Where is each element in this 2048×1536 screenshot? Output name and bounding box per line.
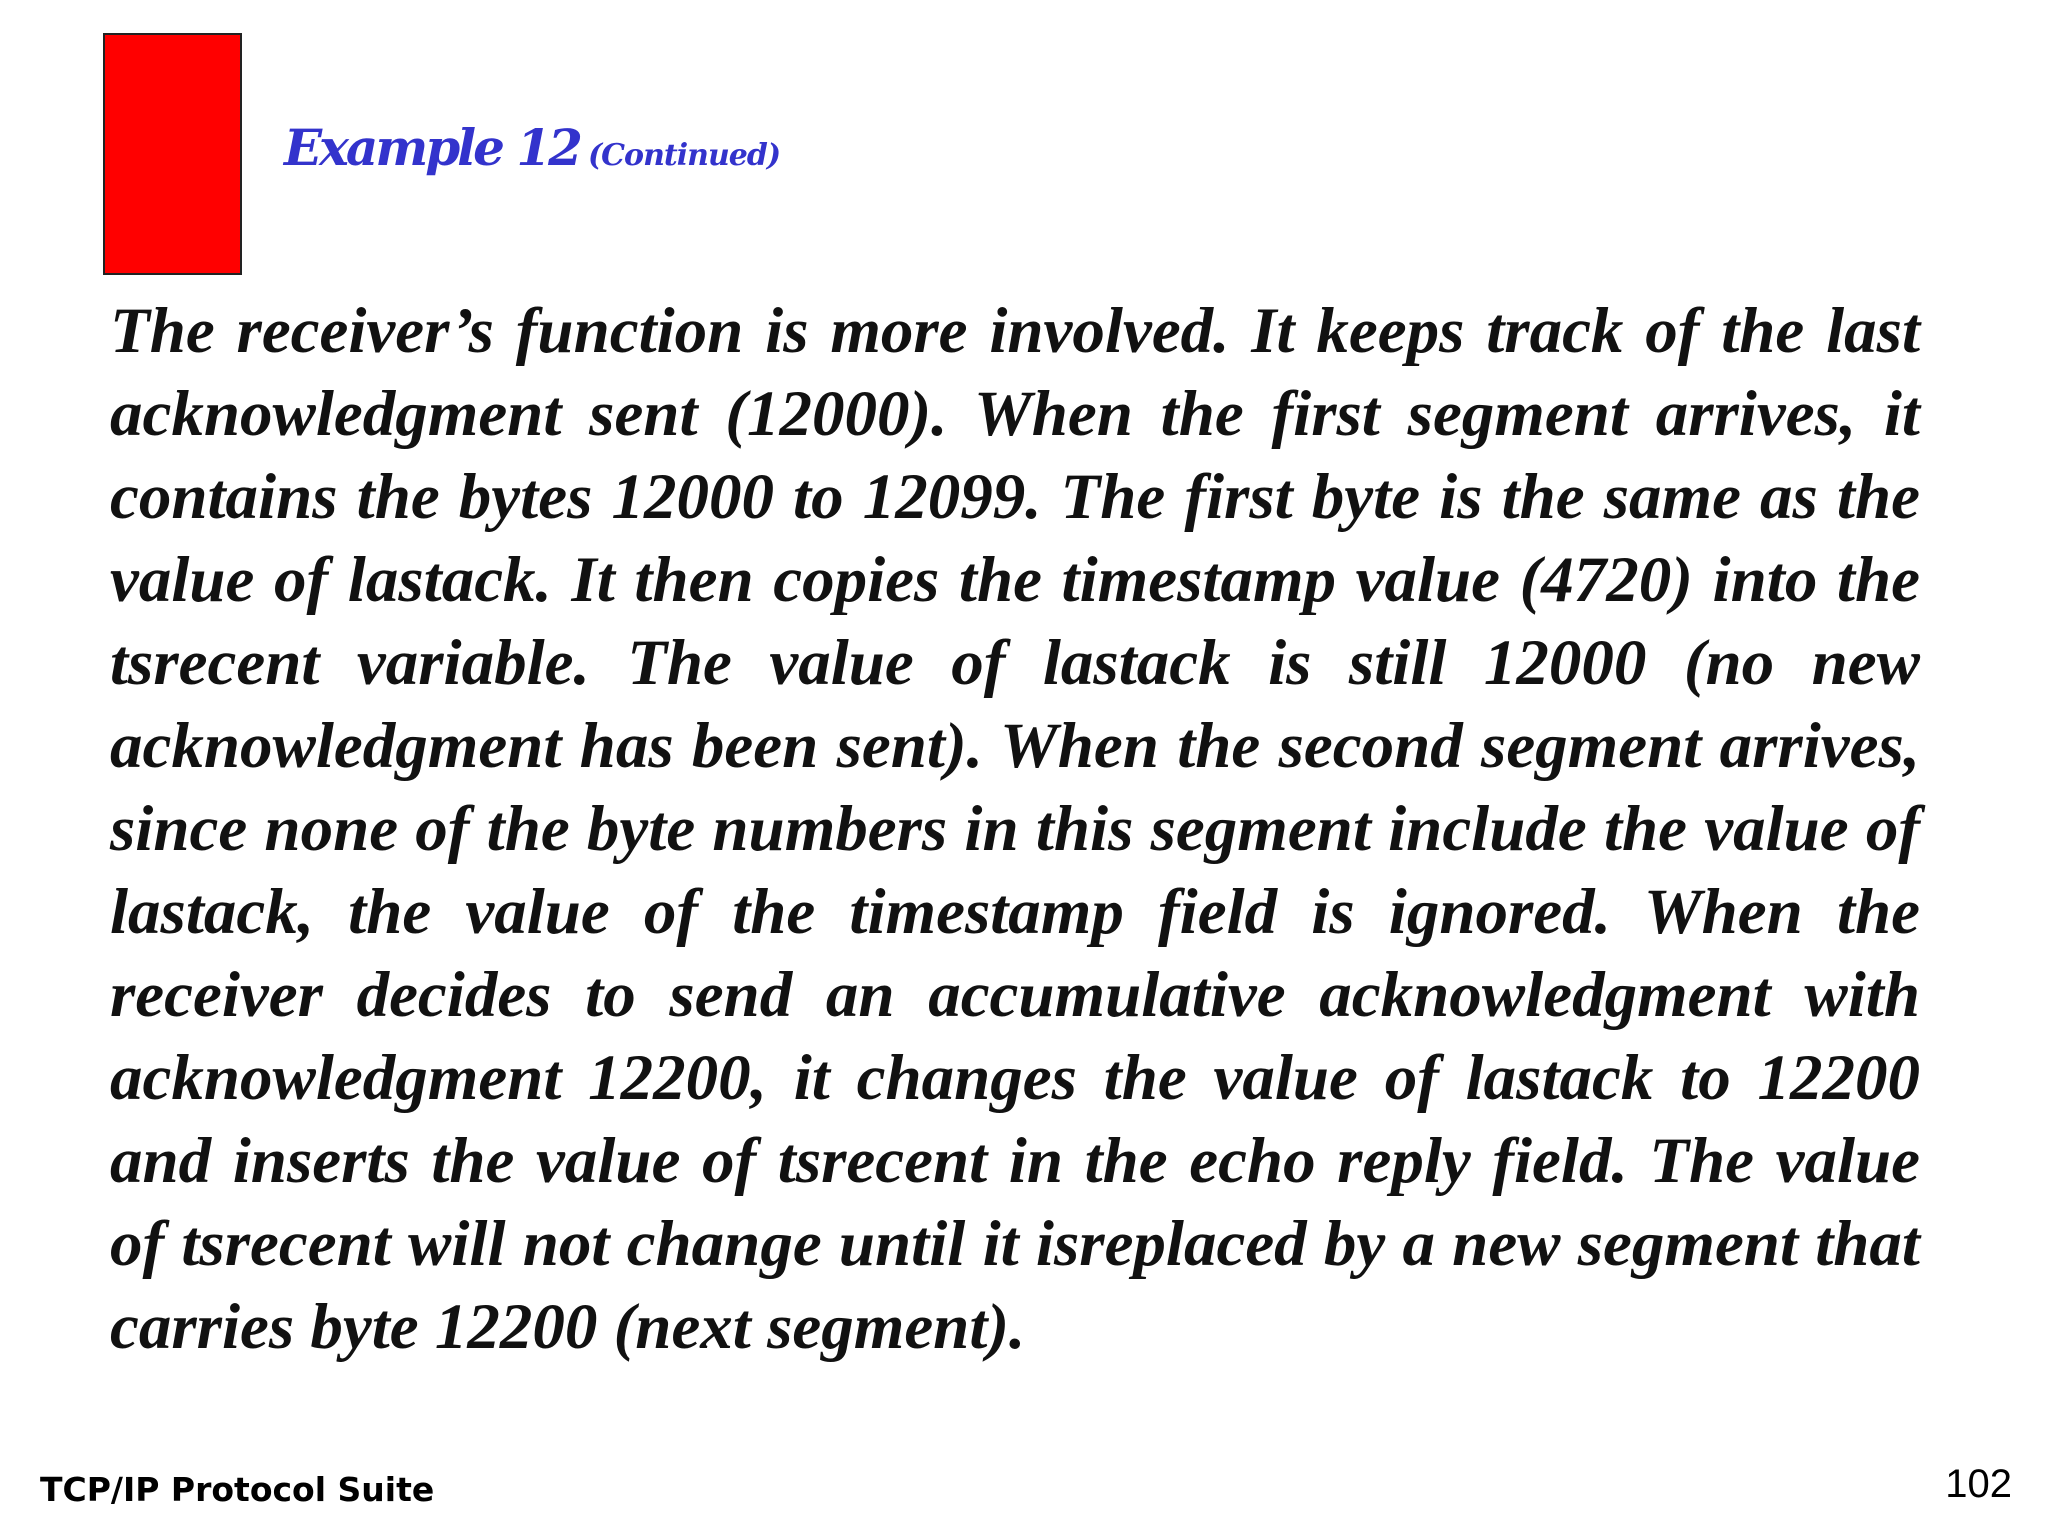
decorative-red-block	[103, 33, 242, 275]
slide-title	[284, 118, 780, 177]
slide-body-text: The receiver’s function is more involved. It keeps track of the last acknowledgment sent (12000). When the first segment arrives, it contains the bytes 12000 to 12099. The first byte is the same as the value of lastack. It then copies the timestamp value (4720) into the tsrecent variable. The value of lastack is still 12000 (no new acknowledgment has been sent). When the second segment arrives, since none of the byte numbers in this segment include the value of lastack, the value of the timestamp field is ignored. When the receiver decides to send an accumulative acknowledgment with acknowledgment 12200, it changes the value of lastack to 12200 and inserts the value of tsrecent in the echo reply field. The value of tsrecent will not change until it isreplaced by a new segment that carries byte 12200 (next segment).	[110, 295, 1920, 1363]
slide-title-main: Example 12	[284, 118, 580, 177]
footer-text: TCP/IP Protocol Suite	[40, 1470, 435, 1509]
page-number: 102	[1945, 1462, 2012, 1506]
slide-title-suffix: (Continued)	[587, 138, 781, 173]
